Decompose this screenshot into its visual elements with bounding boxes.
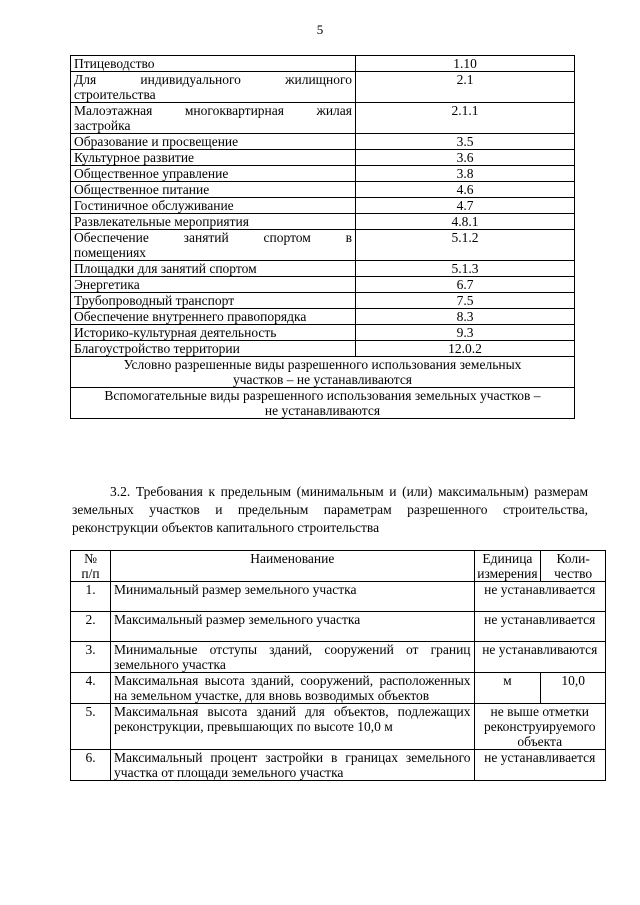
header-quantity: Коли- чество [541, 551, 606, 582]
row-number: 6. [71, 750, 111, 781]
table-row [71, 293, 575, 309]
use-code: 7.5 [356, 293, 575, 309]
row-number: 1. [71, 582, 111, 612]
use-code: 5.1.2 [356, 230, 575, 261]
param-value: не устанавливается [474, 750, 605, 781]
header-unit: Единица измерения [474, 551, 541, 582]
use-code: 2.1.1 [356, 103, 575, 134]
parameters-table [70, 550, 606, 781]
table-row [71, 198, 575, 214]
table-row [71, 261, 575, 277]
use-name: Историко-культурная деятельность [71, 325, 356, 341]
use-code: 4.8.1 [356, 214, 575, 230]
table-row [71, 150, 575, 166]
row-number: 5. [71, 704, 111, 750]
param-name: Минимальные отступы зданий, сооружений от границ земельного участка [111, 642, 475, 673]
use-name: Развлекательные мероприятия [71, 214, 356, 230]
use-name: Малоэтажная многоквартирная жилая застройка [71, 103, 356, 134]
use-name: Образование и просвещение [71, 134, 356, 150]
table-row [71, 388, 575, 419]
param-unit: м [474, 673, 541, 704]
use-name: Обеспечение внутреннего правопорядка [71, 309, 356, 325]
table-row [71, 642, 606, 673]
param-name: Максимальный процент застройки в границах земельного участка от площади земельного участка [111, 750, 475, 781]
use-code: 6.7 [356, 277, 575, 293]
param-name: Максимальный размер земельного участка [111, 612, 475, 642]
table-header-row [71, 551, 606, 582]
use-code: 1.10 [356, 56, 575, 72]
use-code: 3.8 [356, 166, 575, 182]
use-name: Площадки для занятий спортом [71, 261, 356, 277]
use-code: 4.6 [356, 182, 575, 198]
header-number: № п/п [71, 551, 111, 582]
table-row [71, 230, 575, 261]
use-name: Общественное управление [71, 166, 356, 182]
land-use-table [70, 55, 575, 419]
use-name: Общественное питание [71, 182, 356, 198]
use-name: Птицеводство [71, 56, 356, 72]
table-row [71, 103, 575, 134]
use-name: Энергетика [71, 277, 356, 293]
use-code: 3.6 [356, 150, 575, 166]
param-value: не устанавливается [474, 612, 605, 642]
header-name: Наименование [111, 551, 475, 582]
param-name: Максимальная высота зданий, сооружений, расположенных на земельном участке, для вновь возводимых объектов [111, 673, 475, 704]
table-row [71, 309, 575, 325]
table-row [71, 166, 575, 182]
section-paragraph: 3.2. Требования к предельным (минимальным и (или) максимальным) размерам земельных участков и предельным параметрам разрешенного строительства, реконструкции объектов капитального строительства [72, 484, 588, 535]
row-number: 4. [71, 673, 111, 704]
param-value: не выше отметки реконструируемого объекта [474, 704, 605, 750]
table-row [71, 56, 575, 72]
table-row [71, 673, 606, 704]
use-code: 12.0.2 [356, 341, 575, 357]
table-row [71, 704, 606, 750]
use-code: 3.5 [356, 134, 575, 150]
use-code: 2.1 [356, 72, 575, 103]
use-name: Для индивидуального жилищного строительства [71, 72, 356, 103]
table-row [71, 325, 575, 341]
param-quantity: 10,0 [541, 673, 606, 704]
use-name: Гостиничное обслуживание [71, 198, 356, 214]
table-row [71, 341, 575, 357]
table-row [71, 72, 575, 103]
table-row [71, 277, 575, 293]
table-row [71, 182, 575, 198]
use-name: Обеспечение занятий спортом в помещениях [71, 230, 356, 261]
use-name: Культурное развитие [71, 150, 356, 166]
table-row [71, 357, 575, 388]
row-number: 2. [71, 612, 111, 642]
use-name: Трубопроводный транспорт [71, 293, 356, 309]
auxiliary-uses-note: Вспомогательные виды разрешенного использования земельных участков – не устанавливаются [71, 388, 575, 419]
param-value: не устанавливается [474, 582, 605, 612]
row-number: 3. [71, 642, 111, 673]
param-name: Минимальный размер земельного участка [111, 582, 475, 612]
page-number: 5 [316, 22, 324, 37]
param-value: не устанавливаются [474, 642, 605, 673]
use-code: 9.3 [356, 325, 575, 341]
use-code: 8.3 [356, 309, 575, 325]
use-code: 4.7 [356, 198, 575, 214]
table-row [71, 214, 575, 230]
table-row [71, 750, 606, 781]
use-code: 5.1.3 [356, 261, 575, 277]
table-row [71, 582, 606, 612]
conditional-uses-note: Условно разрешенные виды разрешенного использования земельных участков – не устанавливаются [71, 357, 575, 388]
table-row [71, 612, 606, 642]
table-row [71, 134, 575, 150]
param-name: Максимальная высота зданий для объектов, подлежащих реконструкции, превышающих по высоте 10,0 м [111, 704, 475, 750]
use-name: Благоустройство территории [71, 341, 356, 357]
